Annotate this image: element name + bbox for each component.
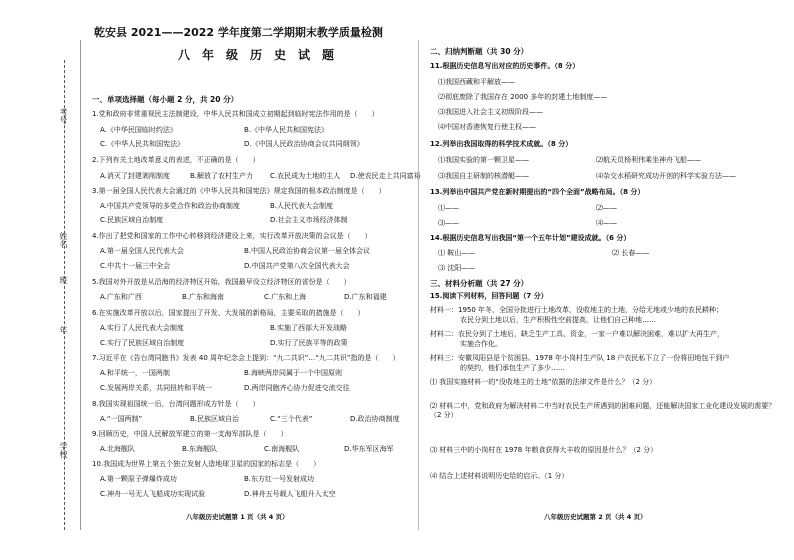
q8-stem: 8.我国实现祖国统一后，台湾问题形成方针是（ ） [92, 400, 260, 408]
gutter-border [80, 40, 81, 530]
q7-option-c: C.发展两岸关系，共同扭转和平统一 [100, 384, 213, 392]
q4-option-b: B.中国人民政治协商会议第一届全体会议 [244, 247, 371, 255]
q6-option-c: C.实行了民族区域自治制度 [100, 339, 185, 347]
q1-option-a: A.《中华民国临时约法》 [100, 126, 177, 134]
material-3-cont: 的契约，他们承包生产了多少…… [460, 364, 565, 372]
q12-stem: 12.列举出我国取得的科学技术成就。（8 分） [430, 140, 573, 148]
gutter-cut-line [64, 60, 65, 530]
q2-option-d: D.使农民走上共同富裕 [350, 172, 421, 180]
q2-stem: 2.下列有关土地改革意义的表述，不正确的是（ ） [92, 156, 260, 164]
q11-item-3: ⑶我国进入社会主义初级阶段—— [438, 108, 543, 116]
page-2-footer: 八年级历史试题第 2 页（共 4 页） [544, 513, 647, 521]
q9-stem: 9.回顾历史，中国人民解放军建立的第一支海军部队是（ ） [92, 430, 288, 438]
q2-option-b: B.解放了农村生产力 [190, 172, 254, 180]
q10-option-a: A.第一颗原子弹爆炸成功 [100, 475, 177, 483]
q10-option-b: B.东方红一号发射成功 [244, 475, 315, 483]
q12-item-2: ⑵航天员杨利伟乘坐神舟飞船—— [596, 156, 701, 164]
q13-item-3: ⑶—— [438, 219, 459, 227]
material-1: 材料一：1950 年冬，全国分批进行土地改革，没收地主的土地，分给无地或少地的农民耕种； [430, 306, 724, 314]
q10-stem: 10.我国成为世界上第五个独立发射人造地球卫星的国家的标志是（ ） [92, 460, 321, 468]
column-divider [418, 40, 419, 530]
gutter-grade-label: 年 [59, 326, 68, 334]
q3-option-a: A.中国共产党领导的多党合作和政治协商制度 [100, 202, 240, 210]
gutter-seat-label: 考号 [59, 108, 68, 124]
q9-option-b: B.东海舰队 [182, 445, 218, 453]
q14-stem: 14.根据历史信息写出我国“第一个五年计划”建设成就。（6 分） [430, 234, 631, 242]
q1-option-d: D.《中国人民政治协商会议共同纲领》 [244, 140, 364, 148]
q11-stem: 11.根据历史信息写出对应的历史事件。（8 分） [430, 62, 580, 70]
q14-item-1: ⑴ 鞍山—— [438, 249, 476, 257]
q5-stem: 5.我国对外开放是从沿海的经济特区开始，我国最早设立经济特区的省份是（ ） [92, 278, 351, 286]
gutter-class-label: 班 [59, 276, 68, 284]
q13-item-4: ⑷—— [596, 219, 617, 227]
q3-option-c: C.民族区域自治制度 [100, 216, 164, 224]
q3-option-d: D.社会主义市场经济体制 [270, 216, 348, 224]
q7-option-a: A.和平统一，一国两制 [100, 369, 170, 377]
gutter-school-label: 学校 [59, 442, 68, 458]
q7-option-b: B.海峡两岸同属于一个中国原则 [244, 369, 343, 377]
q12-item-3: ⑶我国自主研制的核潜艇—— [438, 172, 529, 180]
q15-sub-3: ⑶ 材料三中的小岗村在 1978 年粮食获得大丰收的原因是什么？（2 分） [430, 446, 658, 454]
q7-stem: 7.习近平在《告台湾同胞书》发表 40 周年纪念会上提到：“九二共识”…“九二共识”指的是（ ） [92, 354, 400, 362]
q11-item-1: ⑴我国西藏和平解放—— [438, 78, 515, 86]
q14-item-3: ⑶ 沈阳—— [438, 264, 476, 272]
section-2-heading: 二、归纳判断题（共 30 分） [430, 47, 529, 56]
q6-option-a: A.实行了人民代表大会制度 [100, 324, 184, 332]
q3-stem: 3.第一届全国人民代表大会通过的《中华人民共和国宪法》规定我国的根本政治制度是（ ） [92, 187, 386, 195]
q11-item-2: ⑵彻底废除了我国存在 2000 多年的封建土地制度—— [438, 93, 608, 101]
q11-item-4: ⑷中国对香港恢复行使主权—— [438, 123, 536, 131]
material-1-cont: 农民分到土地以后，生产积极性空前提高，让他们自己种地…… [460, 316, 656, 324]
q13-item-1: ⑴—— [438, 204, 459, 212]
q5-option-d: D.广东和福建 [344, 293, 387, 301]
q9-option-d: D.华东军区海军 [344, 445, 394, 453]
q4-stem: 4.作出了把党和国家的工作中心转移到经济建设上来，实行改革开放决策的会议是（ ） [92, 232, 372, 240]
section-3-heading: 三、材料分析题（共 27 分） [430, 279, 529, 288]
page-1-footer: 八年级历史试题第 1 页（共 4 页） [186, 513, 289, 521]
q8-option-d: D.政治协商制度 [350, 415, 400, 423]
exam-title: 乾安县 2021——2022 学年度第二学期期末教学质量检测 [94, 26, 383, 39]
q14-item-2: ⑵ 长春—— [612, 249, 650, 257]
q1-stem: 1.党和政府非常重视民主法制建设，中华人民共和国成立初期起到临时宪法作用的是（ ） [92, 110, 379, 118]
q12-item-1: ⑴我国实验的第一颗卫星—— [438, 156, 529, 164]
q15-sub-1: ⑴ 我国实施材料一的“没收地主的土地”依据的法律文件是什么？（2 分） [430, 378, 657, 386]
q5-option-c: C.广东和上海 [264, 293, 307, 301]
q2-option-a: A.消灭了封建剥削制度 [100, 172, 170, 180]
material-2: 材料二：农民分到了土地后，缺乏生产工具、资金，一家一户难以解决困难，难以扩大再生产， [430, 330, 724, 338]
q10-option-d: D.神舟五号载人飞船升入太空 [244, 490, 336, 498]
q4-option-d: D.中国共产党第八次全国代表大会 [244, 262, 350, 270]
material-3: 材料三：安徽凤阳县是个贫困县。1978 年小岗村生产队 18 户农民私下立了一份将田地包干到户 [430, 354, 730, 362]
q2-option-c: C.农民成为土地的主人 [270, 172, 341, 180]
section-1-heading: 一、单项选择题（每小题 2 分，共 20 分） [92, 95, 239, 104]
exam-subject: 八年级历史试题 [178, 48, 347, 62]
q10-option-c: C.神舟一号无人飞船成功实现试验 [100, 490, 206, 498]
q6-option-d: D.实行了民族平等的政策 [270, 339, 348, 347]
q4-option-a: A.第一届全国人民代表大会 [100, 247, 184, 255]
q1-option-b: B.《中华人民共和国宪法》 [244, 126, 329, 134]
q8-option-c: C.“三个代表” [270, 415, 313, 423]
q12-item-4: ⑷杂交水稻研究成功开创的科学实验方法—— [596, 172, 736, 180]
q4-option-c: C.中共十一届三中全会 [100, 262, 171, 270]
q7-option-d: D.两岸同胞齐心协力促进交流交往 [244, 384, 350, 392]
q8-option-a: A.“一国两制” [100, 415, 143, 423]
q6-stem: 6.在实施改革开放以后，国家提出了开发、大发展的新格局，主要采取的措施是（ ） [92, 309, 365, 317]
material-2-cont: 实施合作化。 [460, 340, 502, 348]
q1-option-c: C.《中华人民共和国宪法》 [100, 140, 185, 148]
q15-sub-2: ⑵ 材料二中，党和政府为解决材料二中当时农民生产所遇到的困难问题，还能解决国家工业化建设发展的需要？（2 分） [430, 402, 776, 419]
q9-option-c: C.南海舰队 [264, 445, 300, 453]
q6-option-b: B.实施了西部大开发战略 [270, 324, 348, 332]
q13-item-2: ⑵—— [596, 204, 617, 212]
q9-option-a: A.北海舰队 [100, 445, 135, 453]
q8-option-b: B.民族区域自治 [190, 415, 240, 423]
q13-stem: 13.列举出中国共产党在新时期提出的“四个全面”战略布局。（8 分） [430, 188, 645, 196]
q5-option-b: B.广东和海南 [182, 293, 225, 301]
q15-stem: 15.阅读下列材料，回答问题（7 分） [430, 292, 548, 300]
q3-option-b: B.人民代表大会制度 [270, 202, 334, 210]
gutter-name-label: 姓名 [59, 232, 68, 248]
q15-sub-4: ⑷ 结合上述材料说明历史给的启示。（1 分） [430, 472, 569, 480]
q5-option-a: A.广东和广西 [100, 293, 142, 301]
